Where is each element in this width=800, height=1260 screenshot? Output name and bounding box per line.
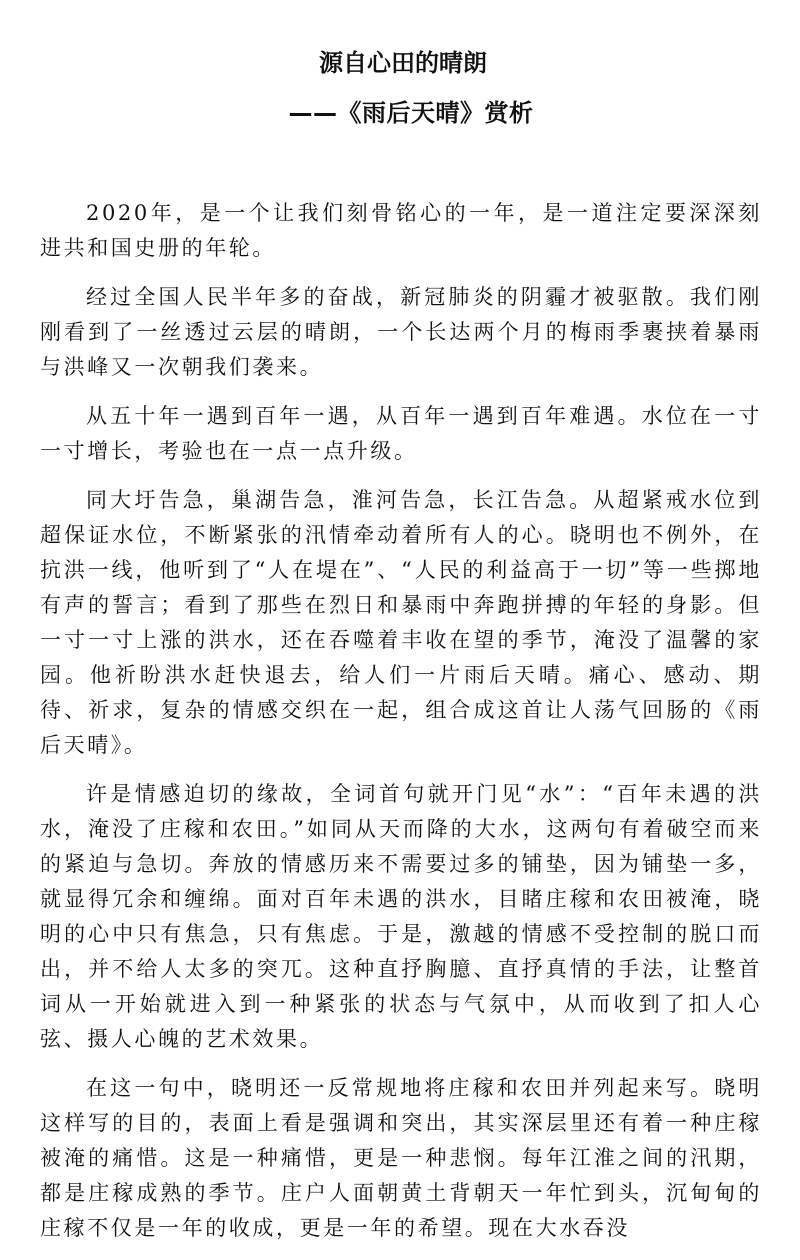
paragraph-4: 同大圩告急，巢湖告急，淮河告急，长江告急。从超紧戒水位到超保证水位，不断紧张的汛情牵动着所有人的心。晓明也不例外，在抗洪一线，他听到了“人在堤在”、“人民的利益高于一切”等一些掷地有声的誓言；看到了那些在烈日和暴雨中奔跑拼搏的年轻的身影。但一寸一寸上涨的洪水，还在吞噬着丰收在望的季节，淹没了温馨的家园。他祈盼洪水赶快退去，给人们一片雨后天晴。痛心、感动、期待、祈求，复杂的情感交织在一起，组合成这首让人荡气回肠的《雨后天晴》。 [40,488,762,757]
paragraph-3: 从五十年一遇到百年一遇，从百年一遇到百年难遇。水位在一寸一寸增长，考验也在一点一点升级。 [40,404,762,463]
paragraph-5: 许是情感迫切的缘故，全词首句就开门见“水”：“百年未遇的洪水，淹没了庄稼和农田。”如同从天而降的大水，这两句有着破空而来的紧迫与急切。奔放的情感历来不需要过多的铺垫，因为铺垫一多，就显得冗余和缠绵。面对百年未遇的洪水，目睹庄稼和农田被淹，晓明的心中只有焦急，只有焦虑。于是，激越的情感不受控制的脱口而出，并不给人太多的突兀。这种直抒胸臆、直抒真情的手法，让整首词从一开始就进入到一种紧张的状态与气氛中，从而收到了扣人心弦、摄人心魄的艺术效果。 [40,782,762,1051]
page-subtitle: ——《雨后天晴》赏析 [288,99,534,127]
title-block [0,46,800,130]
page-title: 源自心田的晴朗 [319,49,487,77]
paragraph-6: 在这一句中，晓明还一反常规地将庄稼和农田并列起来写。晓明这样写的目的，表面上看是强调和突出，其实深层里还有着一种庄稼被淹的痛惜。这是一种痛惜，更是一种悲悯。每年江淮之间的汛期，都是庄稼成熟的季节。庄户人面朝黄土背朝天一年忙到头，沉甸甸的庄稼不仅是一年的收成，更是一年的希望。现在大水吞没 [40,1076,762,1240]
paragraph-1: 2020年，是一个让我们刻骨铭心的一年，是一道注定要深深刻进共和国史册的年轮。 [40,201,762,260]
paragraph-2: 经过全国人民半年多的奋战，新冠肺炎的阴霾才被驱散。我们刚刚看到了一丝透过云层的晴朗，一个长达两个月的梅雨季裹挟着暴雨与洪峰又一次朝我们袭来。 [40,285,762,379]
article-body [40,196,762,1260]
